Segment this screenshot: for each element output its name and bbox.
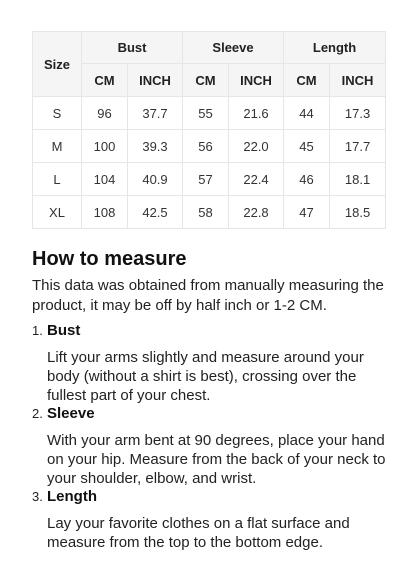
step-description: Lift your arms slightly and measure around your body (without a shirt is best), crossing over the fullest part of your chest. [47, 349, 364, 404]
unit-header: INCH [128, 64, 183, 97]
unit-header: INCH [229, 64, 284, 97]
table-cell: 44 [284, 97, 330, 130]
table-unit-header-row [33, 64, 386, 97]
size-column-header: Size [33, 32, 82, 97]
step-title: Sleeve [47, 405, 95, 422]
table-row [33, 196, 386, 229]
table-cell: 56 [183, 130, 229, 163]
step-description: Lay your favorite clothes on a flat surface and measure from the top to the bottom edge. [47, 515, 350, 551]
unit-header: INCH [330, 64, 386, 97]
table-cell: 22.8 [229, 196, 284, 229]
unit-header: CM [183, 64, 229, 97]
table-cell: 108 [82, 196, 128, 229]
table-cell: 104 [82, 163, 128, 196]
step-description: With your arm bent at 90 degrees, place your hand on your hip. Measure from the back of your neck to your shoulder, elbow, and wrist. [47, 432, 386, 487]
table-cell: 22.0 [229, 130, 284, 163]
table-cell: 55 [183, 97, 229, 130]
table-cell: 42.5 [128, 196, 183, 229]
table-cell: 47 [284, 196, 330, 229]
table-cell: 45 [284, 130, 330, 163]
table-row [33, 97, 386, 130]
step-number: 2. [32, 406, 43, 421]
table-cell: 17.3 [330, 97, 386, 130]
unit-header: CM [284, 64, 330, 97]
step-title: Length [47, 488, 97, 505]
step-sleeve [32, 405, 392, 488]
step-bust [32, 322, 392, 405]
size-cell: S [33, 97, 82, 130]
size-chart-table [32, 31, 386, 229]
table-cell: 37.7 [128, 97, 183, 130]
table-cell: 58 [183, 196, 229, 229]
bust-group-header: Bust [82, 32, 183, 64]
table-cell: 22.4 [229, 163, 284, 196]
table-cell: 18.1 [330, 163, 386, 196]
step-number: 1. [32, 323, 43, 338]
size-cell: L [33, 163, 82, 196]
measurement-disclaimer: This data was obtained from manually measuring the product, it may be off by half inch or 1-2 CM. [32, 277, 384, 314]
table-cell: 17.7 [330, 130, 386, 163]
table-cell: 18.5 [330, 196, 386, 229]
table-cell: 39.3 [128, 130, 183, 163]
table-cell: 46 [284, 163, 330, 196]
length-group-header: Length [284, 32, 386, 64]
table-cell: 40.9 [128, 163, 183, 196]
table-row [33, 130, 386, 163]
how-to-measure-heading: How to measure [32, 248, 187, 270]
step-number: 3. [32, 489, 43, 504]
table-cell: 100 [82, 130, 128, 163]
table-cell: 21.6 [229, 97, 284, 130]
table-row [33, 163, 386, 196]
sleeve-group-header: Sleeve [183, 32, 284, 64]
size-cell: XL [33, 196, 82, 229]
table-group-header-row [33, 32, 386, 64]
step-title: Bust [47, 322, 81, 339]
unit-header: CM [82, 64, 128, 97]
size-cell: M [33, 130, 82, 163]
table-cell: 96 [82, 97, 128, 130]
table-cell: 57 [183, 163, 229, 196]
step-length [32, 488, 392, 552]
